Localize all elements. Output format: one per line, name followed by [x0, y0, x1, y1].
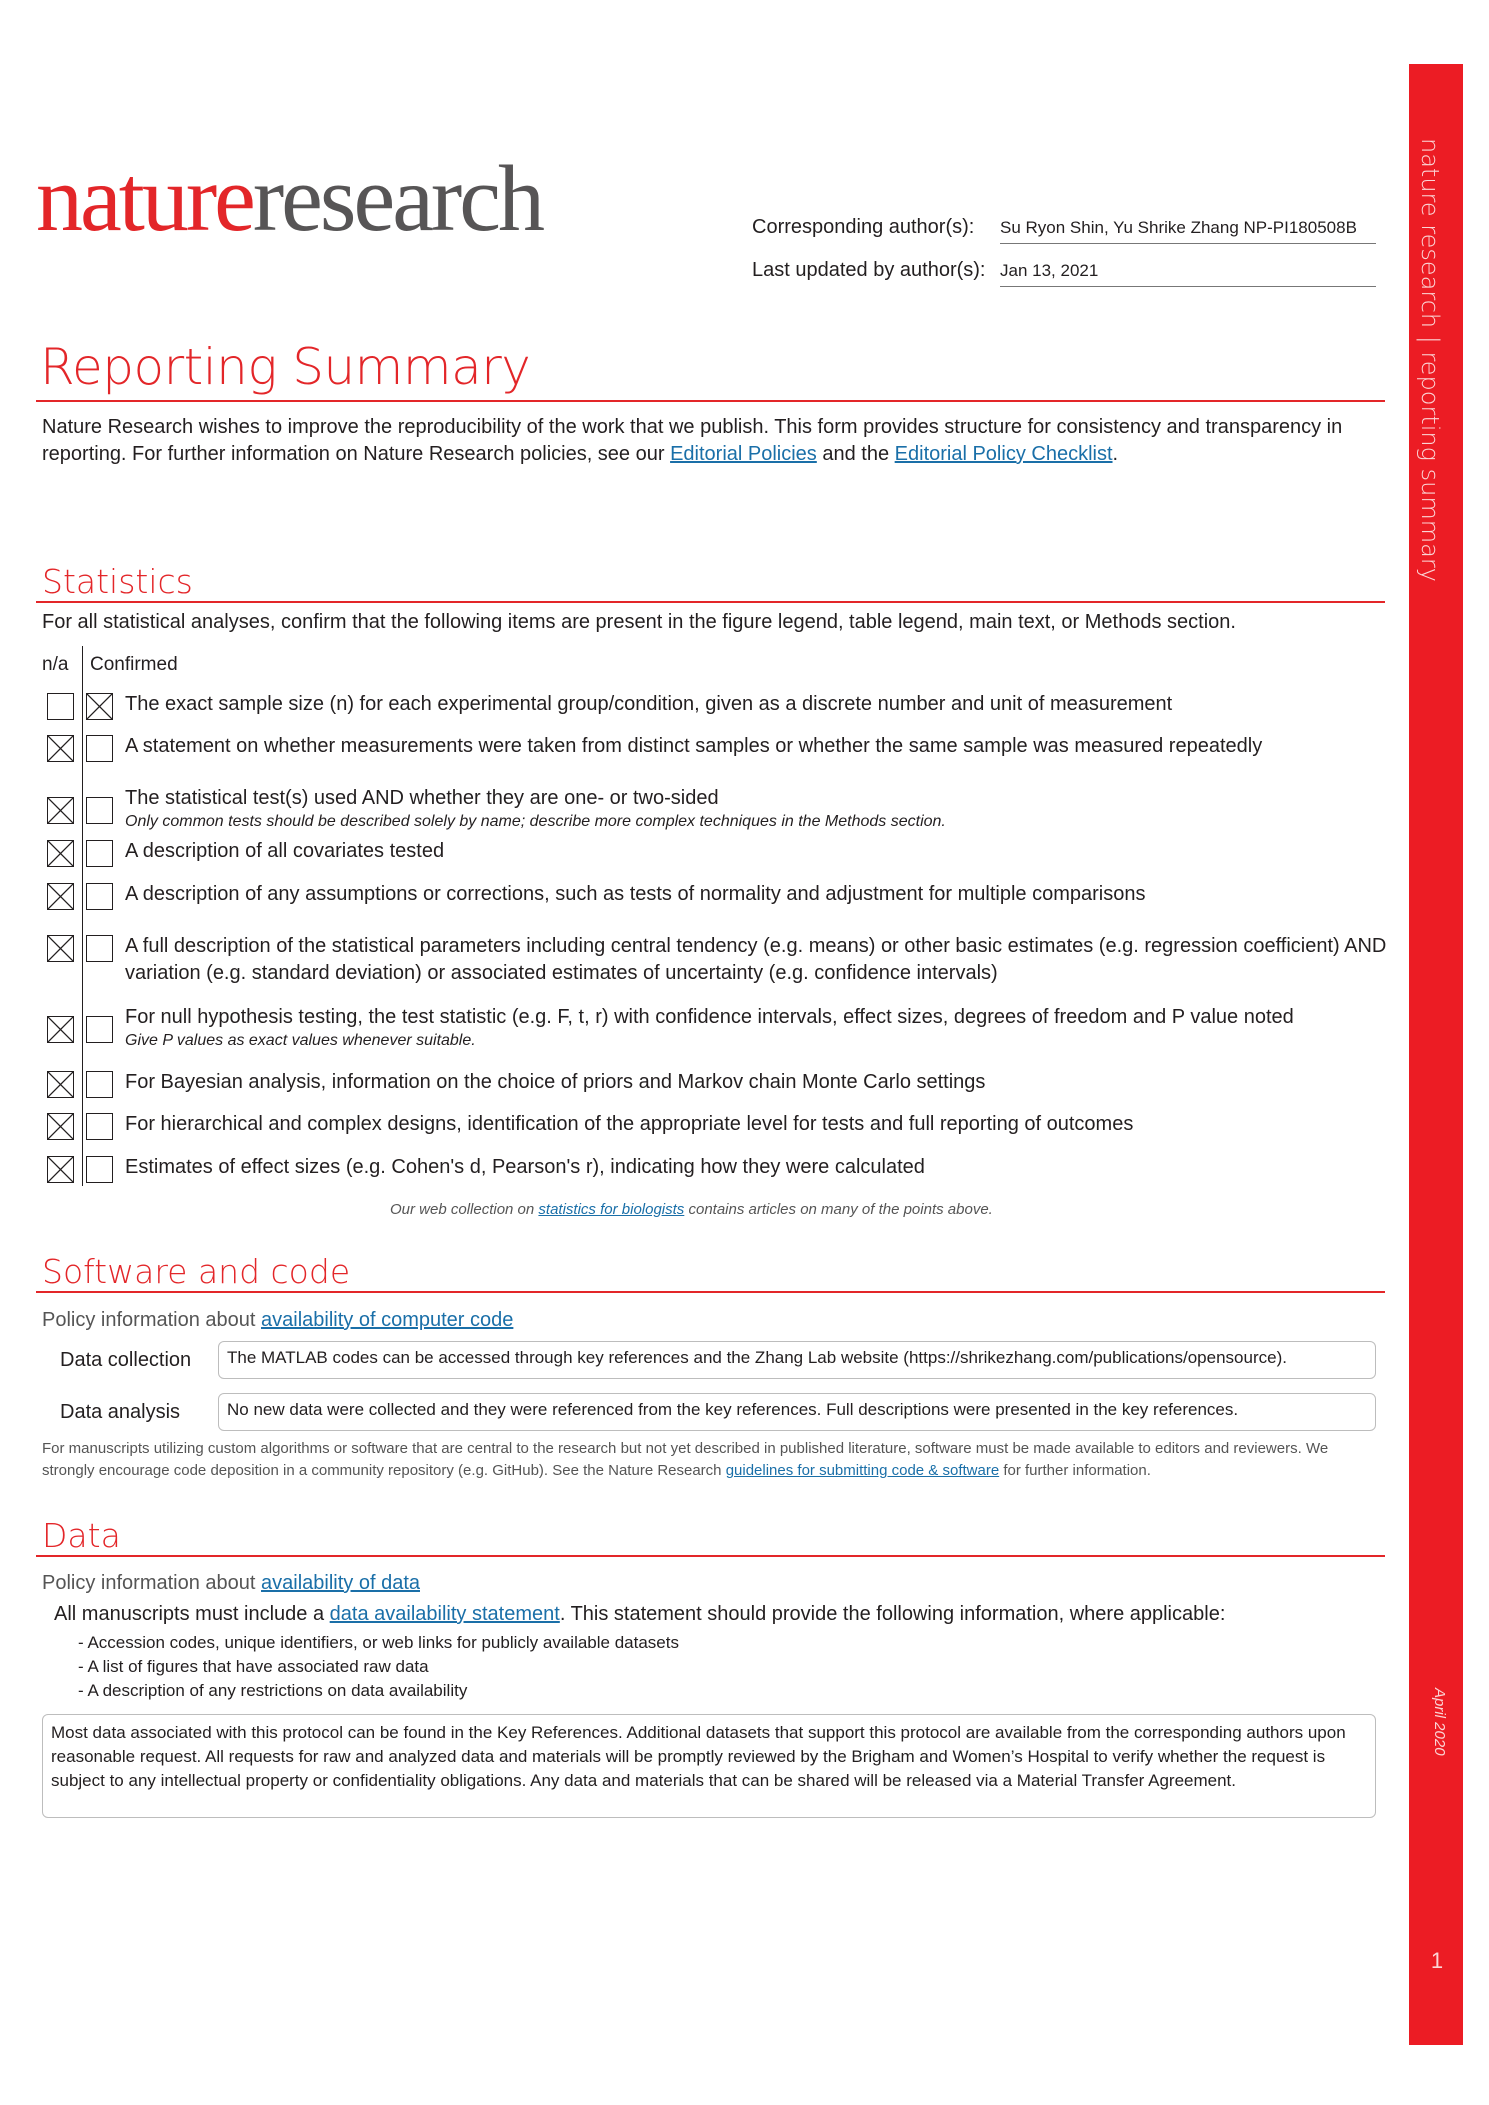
checklist-item-text: For null hypothesis testing, the test statistic (e.g. F, t, r) with confidence intervals, effect sizes, degrees of freedom and P value noted [125, 1006, 1294, 1028]
side-title: nature research | reporting summary [1416, 138, 1444, 582]
checklist-item [125, 785, 1387, 832]
na-checkbox[interactable] [47, 1071, 74, 1098]
confirmed-checkbox[interactable] [86, 1016, 113, 1043]
na-checkbox[interactable] [47, 735, 74, 762]
list-item: - A description of any restrictions on data availability [78, 1681, 468, 1700]
logo-word-research: research [252, 147, 542, 251]
checklist-item-note: Only common tests should be described solely by name; describe more complex techniques in the Methods section. [125, 813, 946, 830]
na-checkbox[interactable] [47, 797, 74, 824]
software-note-post: for further information. [999, 1462, 1151, 1479]
confirmed-checkbox[interactable] [86, 935, 113, 962]
checklist-item [125, 733, 1387, 760]
last-updated-field[interactable]: Jan 13, 2021 [1000, 257, 1376, 287]
checklist-item-text: A statement on whether measurements were taken from distinct samples or whether the same sample was measured repeatedly [125, 735, 1263, 757]
na-checkbox[interactable] [47, 935, 74, 962]
data-availability-statement-link[interactable]: data availability statement [329, 1603, 560, 1625]
col-na-header: n/a [42, 654, 69, 675]
checklist-item [125, 1154, 1387, 1181]
data-collection-label: Data collection [60, 1349, 192, 1371]
checklist-item [125, 838, 1387, 865]
data-policy-text: Policy information about [42, 1572, 262, 1594]
na-checkbox[interactable] [47, 1156, 74, 1183]
checklist-item-note: Give P values as exact values whenever suitable. [125, 1032, 476, 1049]
checklist-item [125, 1111, 1387, 1138]
software-note-text: For manuscripts utilizing custom algorithms or software that are central to the research but not yet described in published literature, software must be made available to editors and reviewers. We strongly encourage code deposition in a community repository (e.g. GitHub). See the Nature Research [42, 1440, 1329, 1479]
na-checkbox[interactable] [47, 883, 74, 910]
page-number: 1 [1430, 1948, 1444, 1973]
statistics-intro: For all statistical analyses, confirm that the following items are present in the figure legend, table legend, main text, or Methods section. [42, 611, 1236, 633]
software-note [42, 1438, 1382, 1482]
confirmed-checkbox[interactable] [86, 883, 113, 910]
checklist-item-text: A full description of the statistical parameters including central tendency (e.g. means) or other basic estimates (e.g. regression coefficient) AND variation (e.g. standard deviation) or associated estimates of uncertainty (e.g. confidence intervals) [125, 935, 1387, 984]
na-checkbox[interactable] [47, 1113, 74, 1140]
data-statement [54, 1601, 1384, 1628]
statistics-rule [36, 601, 1385, 603]
intro-text-3: . [1112, 443, 1119, 465]
confirmed-checkbox[interactable] [86, 1071, 113, 1098]
confirmed-checkbox[interactable] [86, 797, 113, 824]
checklist-item [125, 691, 1387, 718]
data-statement-post: . This statement should provide the following information, where applicable: [559, 1603, 1226, 1625]
availability-of-code-link[interactable]: availability of computer code [261, 1309, 514, 1331]
statistics-for-biologists-link[interactable]: statistics for biologists [538, 1201, 685, 1218]
checklist-item-text: A description of any assumptions or corrections, such as tests of normality and adjustment for multiple comparisons [125, 883, 1146, 905]
availability-of-data-link[interactable]: availability of data [261, 1572, 420, 1594]
data-availability-field[interactable]: Most data associated with this protocol can be found in the Key References. Additional datasets that support this protocol are available from the corresponding authors upon reasonable request. All requests for raw and analyzed data and materials will be promptly reviewed by the Brigham and Women’s Hospital to verify whether the request is subject to any intellectual property or confidentiality obligations. Any data and materials that can be shared will be released via a Material Transfer Agreement. [42, 1714, 1376, 1818]
footnote-text-pre: Our web collection on [390, 1201, 539, 1218]
footnote-text-post: contains articles on many of the points above. [684, 1201, 993, 1218]
software-heading: Software and code [42, 1252, 351, 1291]
page-title: Reporting Summary [40, 338, 531, 396]
statistics-footnote [390, 1201, 993, 1218]
confirmed-checkbox[interactable] [86, 1113, 113, 1140]
intro-text-2: and the [816, 443, 895, 465]
na-checkbox[interactable] [47, 1016, 74, 1043]
checklist-item [125, 1004, 1387, 1051]
na-checkbox[interactable] [47, 693, 74, 720]
data-statement-text: All manuscripts must include a [54, 1603, 330, 1625]
nature-research-logo [36, 147, 542, 251]
list-item: - Accession codes, unique identifiers, or web links for publicly available datasets [78, 1633, 679, 1652]
data-collection-field[interactable]: The MATLAB codes can be accessed through key references and the Zhang Lab website (https://shrikezhang.com/publications/opensource). [218, 1341, 1376, 1379]
checklist-item [125, 933, 1387, 987]
side-date: April 2020 [1431, 1688, 1448, 1756]
software-rule [36, 1291, 1385, 1293]
checklist-item-text: For hierarchical and complex designs, identification of the appropriate level for tests and full reporting of outcomes [125, 1113, 1134, 1135]
na-checkbox[interactable] [47, 840, 74, 867]
checklist-divider [82, 646, 83, 1186]
confirmed-checkbox[interactable] [86, 840, 113, 867]
data-heading: Data [42, 1516, 121, 1555]
logo-word-nature: nature [36, 147, 253, 251]
corresponding-author-label: Corresponding author(s): [752, 216, 975, 238]
software-policy [42, 1307, 513, 1334]
data-analysis-field[interactable]: No new data were collected and they were referenced from the key references. Full descriptions were presented in the key references. [218, 1393, 1376, 1431]
editorial-policies-link[interactable]: Editorial Policies [670, 443, 817, 465]
data-analysis-label: Data analysis [60, 1401, 181, 1423]
checklist-item-text: For Bayesian analysis, information on the choice of priors and Markov chain Monte Carlo settings [125, 1071, 986, 1093]
confirmed-checkbox[interactable] [86, 693, 113, 720]
editorial-policy-checklist-link[interactable]: Editorial Policy Checklist [894, 443, 1113, 465]
intro-paragraph [42, 414, 1387, 468]
last-updated-label: Last updated by author(s): [752, 259, 986, 281]
checklist-item-text: The statistical test(s) used AND whether they are one- or two-sided [125, 787, 719, 809]
title-rule [36, 400, 1385, 402]
data-requirements-list [78, 1631, 679, 1703]
data-policy [42, 1570, 420, 1597]
data-rule [36, 1555, 1385, 1557]
confirmed-checkbox[interactable] [86, 735, 113, 762]
checklist-item-text: A description of all covariates tested [125, 840, 445, 862]
code-guidelines-link[interactable]: guidelines for submitting code & software [725, 1462, 1000, 1479]
software-policy-text: Policy information about [42, 1309, 262, 1331]
list-item: - A list of figures that have associated raw data [78, 1657, 429, 1676]
checklist-item-text: The exact sample size (n) for each experimental group/condition, given as a discrete number and unit of measurement [125, 693, 1173, 715]
intro-text-1: Nature Research wishes to improve the reproducibility of the work that we publish. This form provides structure for consistency and transparency in reporting. For further information on Nature Research policies, see our [42, 416, 1343, 465]
confirmed-checkbox[interactable] [86, 1156, 113, 1183]
col-confirmed-header: Confirmed [90, 654, 178, 675]
corresponding-author-field[interactable]: Su Ryon Shin, Yu Shrike Zhang NP-PI180508B [1000, 214, 1376, 244]
checklist-item [125, 881, 1387, 908]
statistics-heading: Statistics [42, 562, 193, 601]
checklist-item-text: Estimates of effect sizes (e.g. Cohen's d, Pearson's r), indicating how they were calculated [125, 1156, 925, 1178]
checklist-item [125, 1069, 1387, 1096]
